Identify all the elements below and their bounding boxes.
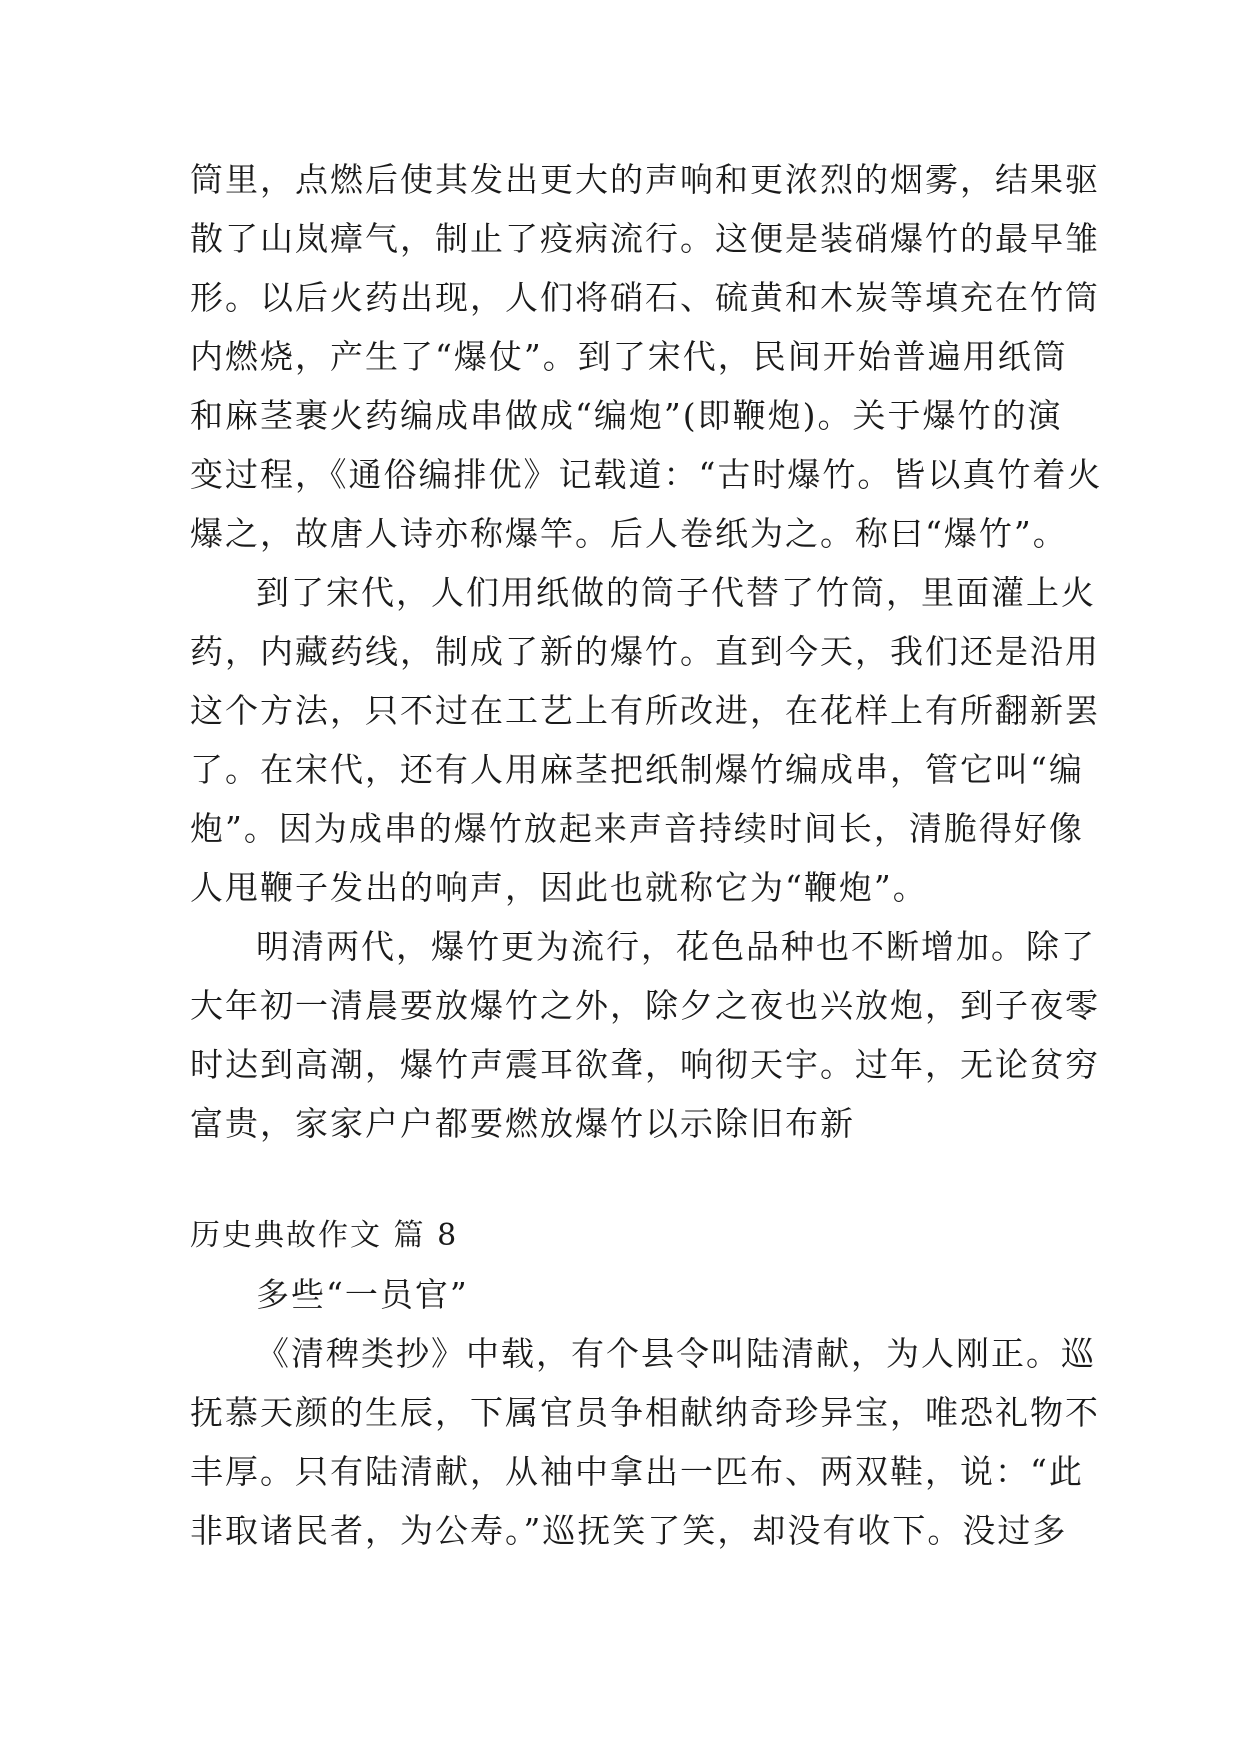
paragraph-line: 人甩鞭子发出的响声，因此也就称它为“鞭炮”。 (190, 868, 928, 907)
section-heading: 历史典故作文 篇 8 (190, 1218, 459, 1253)
paragraph-line: 抚慕天颜的生辰，下属官员争相献纳奇珍异宝，唯恐礼物不 (190, 1393, 1100, 1432)
paragraph-line: 和麻茎裹火药编成串做成“编炮”(即鞭炮)。关于爆竹的演 (190, 396, 1063, 435)
text-block-section-8 (190, 1206, 1100, 1560)
paragraph-line: 富贵，家家户户都要燃放爆竹以示除旧布新 (190, 1104, 855, 1143)
paragraph-line: 丰厚。只有陆清献，从袖中拿出一匹布、两双鞋，说：“此 (190, 1452, 1084, 1491)
paragraph-line: 《清稗类抄》中载，有个县令叫陆清献，为人刚正。巡 (256, 1334, 1096, 1373)
paragraph-line: 爆之，故唐人诗亦称爆竿。后人卷纸为之。称曰“爆竹”。 (190, 514, 1068, 553)
paragraph-line: 时达到高潮，爆竹声震耳欲聋，响彻天宇。过年，无论贫穷 (190, 1045, 1100, 1084)
paragraph-line: 到了宋代，人们用纸做的筒子代替了竹筒，里面灌上火 (256, 573, 1096, 612)
section-subtitle: 多些“一员官” (256, 1275, 469, 1314)
paragraph-line: 药，内藏药线，制成了新的爆竹。直到今天，我们还是沿用 (190, 632, 1100, 671)
text-block-firecrackers (190, 150, 1103, 1153)
paragraph-line: 炮”。因为成串的爆竹放起来声音持续时间长，清脆得好像 (190, 809, 1084, 848)
paragraph-line: 这个方法，只不过在工艺上有所改进，在花样上有所翻新罢 (190, 691, 1100, 730)
paragraph-line: 筒里，点燃后使其发出更大的声响和更浓烈的烟雾，结果驱 (190, 160, 1100, 199)
paragraph-line: 大年初一清晨要放爆竹之外，除夕之夜也兴放炮，到子夜零 (190, 986, 1100, 1025)
paragraph-line: 明清两代，爆竹更为流行，花色品种也不断增加。除了 (256, 927, 1096, 966)
paragraph-line: 了。在宋代，还有人用麻茎把纸制爆竹编成串，管它叫“编 (190, 750, 1084, 789)
paragraph-line: 非取诸民者，为公寿。”巡抚笑了笑，却没有收下。没过多 (190, 1511, 1068, 1550)
paragraph-line: 形。以后火药出现，人们将硝石、硫黄和木炭等填充在竹筒 (190, 278, 1100, 317)
paragraph-line: 散了山岚瘴气，制止了疫病流行。这便是装硝爆竹的最早雏 (190, 219, 1100, 258)
paragraph-line: 变过程，《通俗编排优》记载道：“古时爆竹。皆以真竹着火 (190, 455, 1103, 494)
paragraph-line: 内燃烧，产生了“爆仗”。到了宋代，民间开始普遍用纸筒 (190, 337, 1068, 376)
